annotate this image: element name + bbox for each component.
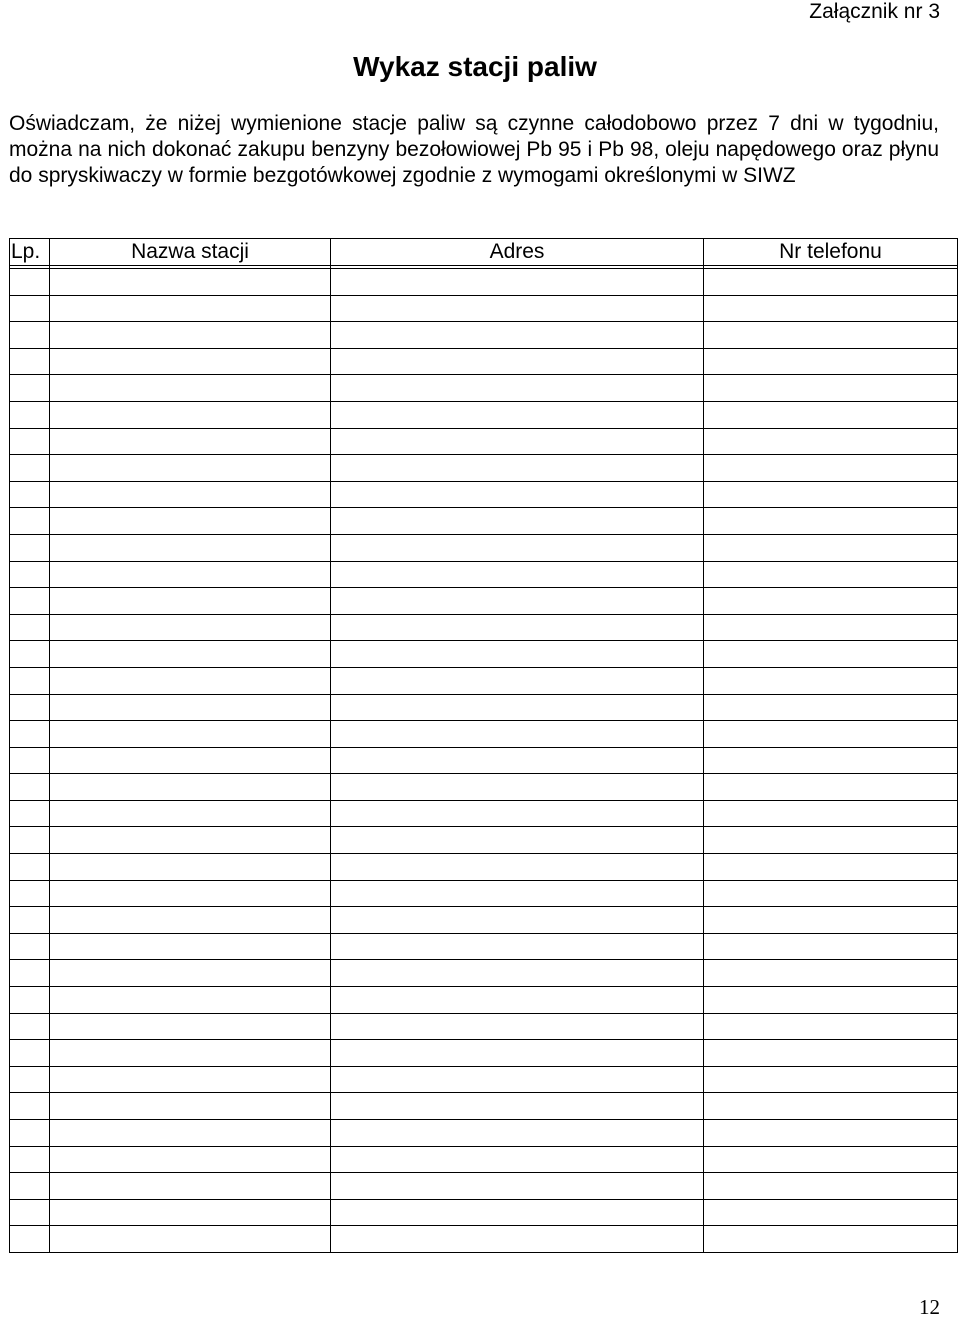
cell-lp (10, 960, 50, 987)
cell-lp (10, 747, 50, 774)
cell-phone (704, 481, 958, 508)
cell-address (331, 614, 704, 641)
cell-address (331, 1146, 704, 1173)
cell-phone (704, 694, 958, 721)
cell-address (331, 827, 704, 854)
cell-phone (704, 588, 958, 615)
table-row (10, 1040, 958, 1067)
cell-phone (704, 375, 958, 402)
cell-address (331, 721, 704, 748)
cell-lp (10, 534, 50, 561)
table-row (10, 960, 958, 987)
cell-lp (10, 1226, 50, 1253)
cell-address (331, 1199, 704, 1226)
cell-station-name (50, 1226, 331, 1253)
cell-address (331, 1040, 704, 1067)
cell-address (331, 1093, 704, 1120)
cell-phone (704, 827, 958, 854)
cell-station-name (50, 1013, 331, 1040)
table-row (10, 508, 958, 535)
cell-station-name (50, 1040, 331, 1067)
cell-lp (10, 880, 50, 907)
table-row (10, 1173, 958, 1200)
cell-station-name (50, 455, 331, 482)
cell-station-name (50, 880, 331, 907)
cell-lp (10, 295, 50, 322)
table-row (10, 614, 958, 641)
cell-phone (704, 747, 958, 774)
cell-phone (704, 960, 958, 987)
cell-phone (704, 1093, 958, 1120)
table-row (10, 588, 958, 615)
cell-station-name (50, 561, 331, 588)
cell-station-name (50, 375, 331, 402)
cell-phone (704, 401, 958, 428)
table-row (10, 1146, 958, 1173)
cell-address (331, 348, 704, 375)
cell-phone (704, 322, 958, 349)
table-row (10, 880, 958, 907)
cell-station-name (50, 907, 331, 934)
cell-address (331, 987, 704, 1014)
cell-address (331, 428, 704, 455)
table-row (10, 401, 958, 428)
cell-address (331, 322, 704, 349)
column-header-phone: Nr telefonu (704, 239, 958, 266)
column-header-station-name: Nazwa stacji (50, 239, 331, 266)
cell-station-name (50, 1093, 331, 1120)
cell-station-name (50, 721, 331, 748)
cell-lp (10, 694, 50, 721)
cell-lp (10, 641, 50, 668)
cell-phone (704, 641, 958, 668)
cell-lp (10, 721, 50, 748)
cell-phone (704, 1013, 958, 1040)
table-row (10, 721, 958, 748)
cell-station-name (50, 269, 331, 296)
cell-address (331, 774, 704, 801)
cell-address (331, 747, 704, 774)
column-header-address: Adres (331, 239, 704, 266)
cell-address (331, 375, 704, 402)
cell-phone (704, 295, 958, 322)
cell-lp (10, 1040, 50, 1067)
cell-lp (10, 1093, 50, 1120)
cell-phone (704, 1066, 958, 1093)
cell-station-name (50, 800, 331, 827)
cell-phone (704, 1146, 958, 1173)
cell-lp (10, 774, 50, 801)
cell-station-name (50, 854, 331, 881)
cell-station-name (50, 641, 331, 668)
cell-lp (10, 1146, 50, 1173)
cell-phone (704, 800, 958, 827)
cell-station-name (50, 348, 331, 375)
cell-station-name (50, 322, 331, 349)
table-row (10, 987, 958, 1014)
column-header-lp: Lp. (10, 239, 50, 266)
cell-station-name (50, 1199, 331, 1226)
cell-lp (10, 987, 50, 1014)
cell-phone (704, 614, 958, 641)
table-row (10, 295, 958, 322)
cell-phone (704, 721, 958, 748)
cell-lp (10, 1013, 50, 1040)
cell-lp (10, 667, 50, 694)
cell-station-name (50, 827, 331, 854)
cell-station-name (50, 401, 331, 428)
cell-address (331, 455, 704, 482)
cell-phone (704, 907, 958, 934)
cell-station-name (50, 987, 331, 1014)
cell-station-name (50, 1066, 331, 1093)
cell-lp (10, 428, 50, 455)
cell-station-name (50, 588, 331, 615)
cell-phone (704, 534, 958, 561)
cell-phone (704, 1226, 958, 1253)
cell-lp (10, 348, 50, 375)
cell-phone (704, 1199, 958, 1226)
table-row (10, 1093, 958, 1120)
cell-address (331, 588, 704, 615)
cell-phone (704, 561, 958, 588)
cell-address (331, 933, 704, 960)
cell-lp (10, 588, 50, 615)
cell-lp (10, 933, 50, 960)
table-row (10, 1013, 958, 1040)
cell-station-name (50, 428, 331, 455)
cell-phone (704, 348, 958, 375)
cell-phone (704, 1120, 958, 1147)
cell-lp (10, 401, 50, 428)
cell-phone (704, 455, 958, 482)
cell-phone (704, 508, 958, 535)
table-row (10, 933, 958, 960)
cell-lp (10, 269, 50, 296)
table-row (10, 774, 958, 801)
cell-station-name (50, 534, 331, 561)
table-row (10, 667, 958, 694)
cell-lp (10, 827, 50, 854)
cell-phone (704, 428, 958, 455)
cell-address (331, 481, 704, 508)
cell-lp (10, 1173, 50, 1200)
cell-lp (10, 375, 50, 402)
cell-address (331, 907, 704, 934)
cell-address (331, 854, 704, 881)
table-row (10, 269, 958, 296)
table-row (10, 322, 958, 349)
cell-phone (704, 854, 958, 881)
table-row (10, 534, 958, 561)
cell-station-name (50, 667, 331, 694)
cell-station-name (50, 1146, 331, 1173)
table-body (10, 266, 958, 1253)
cell-address (331, 534, 704, 561)
cell-station-name (50, 508, 331, 535)
table-row (10, 827, 958, 854)
table-header-row (10, 239, 958, 266)
cell-lp (10, 481, 50, 508)
cell-address (331, 800, 704, 827)
cell-lp (10, 1066, 50, 1093)
cell-station-name (50, 1120, 331, 1147)
cell-phone (704, 933, 958, 960)
page-number: 12 (919, 1295, 940, 1319)
cell-address (331, 1013, 704, 1040)
table-row (10, 694, 958, 721)
cell-address (331, 641, 704, 668)
cell-phone (704, 880, 958, 907)
cell-station-name (50, 1173, 331, 1200)
table-row (10, 854, 958, 881)
cell-lp (10, 322, 50, 349)
table-row (10, 747, 958, 774)
cell-lp (10, 1199, 50, 1226)
table-row (10, 1199, 958, 1226)
cell-station-name (50, 960, 331, 987)
cell-lp (10, 907, 50, 934)
cell-address (331, 1066, 704, 1093)
cell-phone (704, 1040, 958, 1067)
cell-lp (10, 508, 50, 535)
cell-station-name (50, 933, 331, 960)
attachment-label: Załącznik nr 3 (809, 0, 940, 23)
cell-address (331, 508, 704, 535)
cell-address (331, 960, 704, 987)
cell-lp (10, 561, 50, 588)
table-row (10, 455, 958, 482)
cell-phone (704, 1173, 958, 1200)
cell-station-name (50, 295, 331, 322)
cell-address (331, 401, 704, 428)
cell-address (331, 1120, 704, 1147)
cell-station-name (50, 774, 331, 801)
cell-address (331, 295, 704, 322)
table-row (10, 907, 958, 934)
cell-address (331, 1226, 704, 1253)
cell-address (331, 880, 704, 907)
cell-address (331, 667, 704, 694)
cell-phone (704, 774, 958, 801)
table-row (10, 800, 958, 827)
cell-lp (10, 854, 50, 881)
stations-table (9, 238, 958, 1253)
cell-address (331, 269, 704, 296)
cell-station-name (50, 747, 331, 774)
cell-lp (10, 1120, 50, 1147)
cell-lp (10, 455, 50, 482)
cell-station-name (50, 694, 331, 721)
cell-station-name (50, 481, 331, 508)
document-title: Wykaz stacji paliw (353, 51, 597, 82)
cell-phone (704, 667, 958, 694)
cell-address (331, 694, 704, 721)
cell-station-name (50, 614, 331, 641)
table-row (10, 561, 958, 588)
table-row (10, 1120, 958, 1147)
table-row (10, 348, 958, 375)
table-row (10, 481, 958, 508)
table-row (10, 1226, 958, 1253)
table-row (10, 641, 958, 668)
statement-paragraph: Oświadczam, że niżej wymienione stacje paliw są czynne całodobowo przez 7 dni w tygodniu, można na nich dokonać zakupu benzyny bezołowiowej Pb 95 i Pb 98, oleju napędowego oraz płynu do spryskiwaczy w formie bezgotówkowej zgodnie z wymogami określonymi w SIWZ (9, 112, 939, 187)
cell-phone (704, 987, 958, 1014)
cell-lp (10, 800, 50, 827)
table-row (10, 375, 958, 402)
cell-phone (704, 269, 958, 296)
cell-address (331, 561, 704, 588)
table-row (10, 428, 958, 455)
cell-lp (10, 614, 50, 641)
cell-address (331, 1173, 704, 1200)
table-row (10, 1066, 958, 1093)
